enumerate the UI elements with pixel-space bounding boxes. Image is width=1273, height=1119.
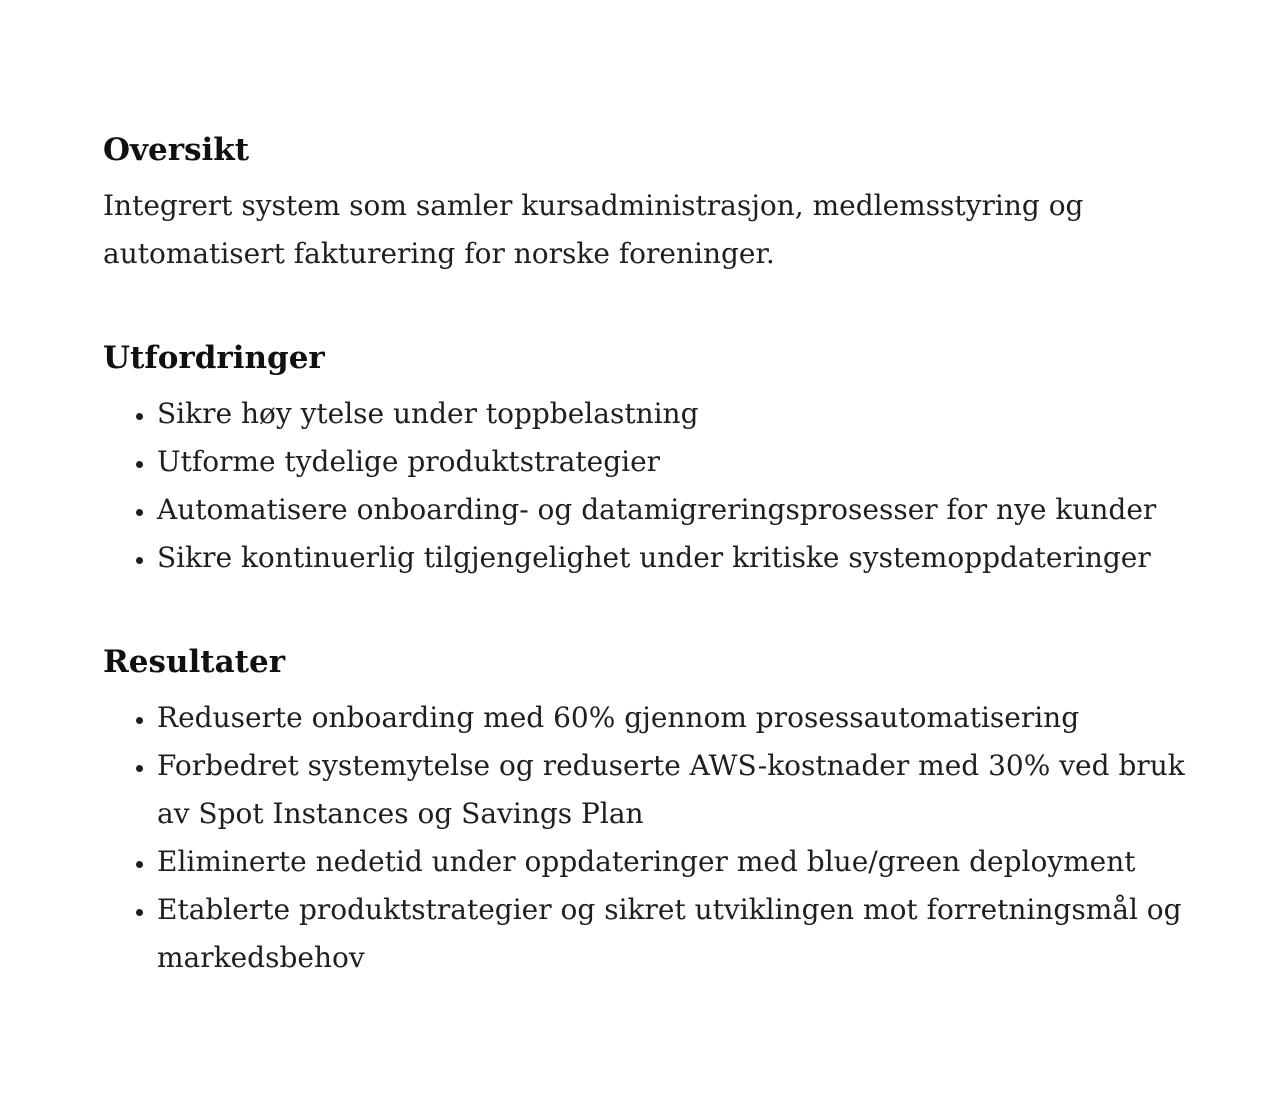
list-item: • Sikre høy ytelse under toppbelastning (157, 390, 1193, 438)
bullet-list-utfordringer (103, 390, 1193, 582)
list-item: • Automatisere onboarding- og datamigreringsprosesser for nye kunder (157, 486, 1193, 534)
list-item: • Etablerte produktstrategier og sikret utviklingen mot forretningsmål og markedsbehov (157, 886, 1193, 982)
section-utfordringer (103, 338, 1193, 582)
section-heading-resultater: Resultater (103, 644, 286, 680)
list-item: • Reduserte onboarding med 60% gjennom prosessautomatisering (157, 694, 1193, 742)
list-item: • Sikre kontinuerlig tilgjengelighet under kritiske systemoppdateringer (157, 534, 1193, 582)
list-item: • Utforme tydelige produktstrategier (157, 438, 1193, 486)
section-heading-oversikt: Oversikt (103, 132, 250, 168)
list-item: • Eliminerte nedetid under oppdateringer med blue/green deployment (157, 838, 1193, 886)
section-resultater (103, 642, 1193, 982)
section-heading-utfordringer: Utfordringer (103, 340, 325, 376)
section-oversikt (103, 130, 1193, 278)
section-paragraph-oversikt: Integrert system som samler kursadministrasjon, medlemsstyring og automatisert fakturering for norske foreninger. (103, 189, 1084, 270)
bullet-list-resultater (103, 694, 1193, 982)
list-item: • Forbedret systemytelse og reduserte AWS-kostnader med 30% ved bruk av Spot Instances og Savings Plan (157, 742, 1193, 838)
